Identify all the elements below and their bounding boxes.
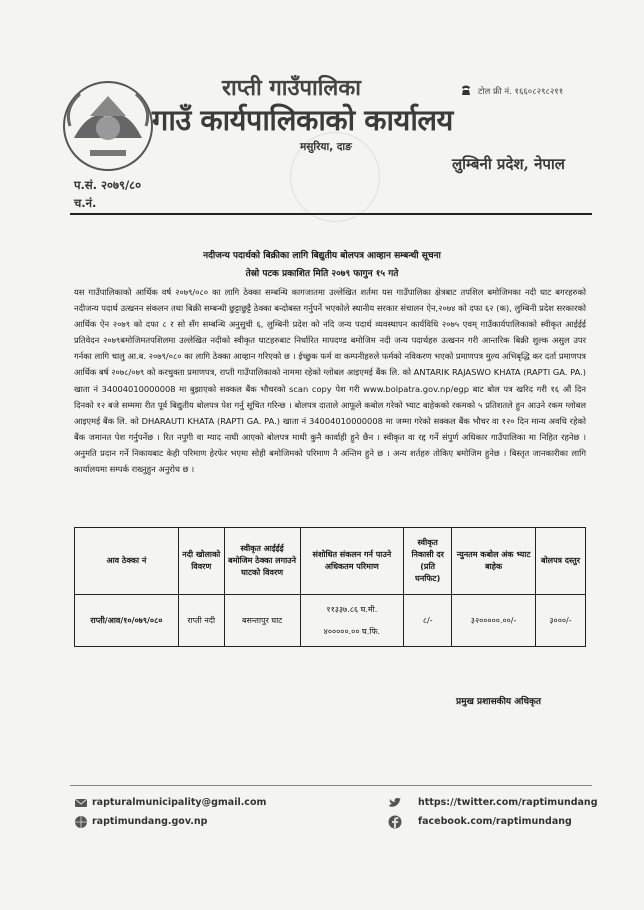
notice-subject: नदीजन्य पदार्थको बिक्रीका लागि बिद्युतीय बोलपत्र आव्हान सम्बन्धी सूचना bbox=[203, 251, 441, 261]
facebook-icon bbox=[388, 815, 402, 829]
facebook-link[interactable]: facebook.com/raptimundang bbox=[418, 816, 572, 827]
table-header-row bbox=[75, 528, 586, 595]
quantity-cubic-meter: ११३३७.८६ घ.मी. bbox=[326, 604, 378, 614]
office-address: मसुरिया, दाङ bbox=[300, 141, 352, 153]
reference-number: प.सं. २०७९/८० bbox=[74, 178, 142, 192]
table-cell: ३०००/- bbox=[536, 595, 586, 647]
column-header: नदी खोलाको विवरण bbox=[178, 528, 224, 595]
office-name: गाउँ कार्यपालिकाको कार्यालय bbox=[152, 103, 453, 137]
table-cell bbox=[300, 595, 404, 647]
chalan-number: च.नं. bbox=[74, 196, 97, 210]
email-link[interactable]: rapturalmunicipality@gmail.com bbox=[92, 797, 267, 808]
website-link[interactable]: raptimundang.gov.np bbox=[92, 816, 208, 827]
column-header: न्युनतम कबोल अंक भ्याट बाहेक bbox=[452, 528, 536, 595]
notice-published-date: तेस्रो पटक प्रकाशित मिति २०७९ फागुन १५ गते bbox=[245, 269, 399, 279]
toll-free-number: टोल फ्री नं. १६६०८२९८२११ bbox=[478, 87, 564, 97]
signer-title: प्रमुख प्रशासकीय अधिकृत bbox=[456, 697, 542, 707]
twitter-link[interactable]: https://twitter.com/raptimundang bbox=[418, 797, 598, 808]
table-cell: बसन्तापुर घाट bbox=[224, 595, 300, 647]
column-header: संशोधित संकलन गर्न पाउने अधिकतम परिमाण bbox=[300, 528, 404, 595]
notice-body: यस गाउँपालिकाको आर्थिक वर्ष २०७९/०८० का लागि ठेक्का सम्बन्धि कागजातमा उल्लेखित शर्तमा यस गाउँपालिका क्षेत्रबाट तपशिल बमोजिमका नदी घाट बगरहरुको नदीजन्य पदार्थ उत्खनन संकलन तथा बिक्री सम्बन्धी छुट्टाछुट्टै ठेक्का बन्दोबस्त गर्नुपर्ने भएकोले स्थानीय सरकार संचालन ऐन,२०७४ को दफा ६२ (क), लुम्बिनी प्रदेश सरकारको आर्थिक ऐन २०७९ को दफा ८ र सो सँग सम्बन्धि अनुसुची ६, लुम्बिनी प्रदेश को नदि जन्य पदार्थ व्यवस्थापन कार्यविधि २०७५ एवम् गाउँकार्यपालिकाको स्वीकृत आईईई प्रतिवेदन २०७९बमोजिमतपशिलमा उल्लेखित नदीको स्वीकृत घाटहरुबाट निर्धारित मापदण्ड बमोजिम नदी जन्य पदार्थहरु उत्खनन गरी आन्तरिक बिक्री शुल्क असुल उपर गर्नका लागि चालु आ.ब. २०७९/०८० का लागि ठेक्का आव्हान गरिएको छ । ईच्छुक फर्म वा कम्पनीहरुले फर्मको नविकरण भएको प्रमाणपत्र मुल्य अभिबृद्धि कर दर्ता प्रमाणपत्र आर्थिक बर्ष २०७८/०७९ को करचुक्ता प्रमाणपत्र, राप्ती गाउँपालिकाको नाममा रहेको ग्लोबल आइएमई बैंक लि. को ANTARIK RAJASWO KHATA (RAPTI GA. PA.) खाता नं 34004010000008 मा बुझाएको सक्कल बैंक भौचरको scan copy पेश गरी www.bolpatra.gov.np/egp बाट बोल पत्र खरिद गरी १६ औं दिन दिनको १२ बजे सम्ममा रीत पूर्व बिद्युतीय बोलपत्र पेश गर्नु सूचित गरिन्छ । बोलपत्र दाताले आफूले कबोल गरेको भ्याट बाहेकको रकमको ५ प्रतिशतले हुन आउने रकम ग्लोबल आइएमई बैंक लि. को DHARAUTI KHATA (RAPTI GA. PA.) खाता नं 34004010000008 मा जम्मा गरेको सक्कल बैंक भौचर वा १२० दिन मान्य अवधि रहेको बैंक जमानत पेश गर्नुपर्नेछ । रित नपुगी वा म्याद नाघी आएको बोलपत्र माथी कुनै कार्वाही हुने छैन । स्वीकृत वा रद्द गर्ने संपुर्ण अधिकार गाउँपालिका मा निहित रहनेछ । अनुमति प्रदान गर्ने निकायबाट केही परिमाण हेरफेर भएमा सोही बमोजिमको परिमाण नै अन्तिम हुने छ । अन्य शर्तहरु तोकिए बमोजिम हुनेछ । बिस्तृत जानकारीका लागि कार्यालयमा सम्पर्क राख्नुहुन अनुरोध छ । bbox=[74, 287, 587, 475]
table-cell: ३२०००००.००/- bbox=[452, 595, 536, 647]
table-cell: ८/- bbox=[404, 595, 452, 647]
quantity-cubic-feet: ४०००००.०० घ.फि. bbox=[323, 626, 381, 636]
column-header: आव ठेक्का नं bbox=[75, 528, 179, 595]
email-icon bbox=[74, 796, 88, 810]
header-divider bbox=[70, 213, 592, 215]
municipality-name: राप्ती गाउँपालिका bbox=[222, 75, 361, 101]
table-cell: राप्ती/आव/१०/०७९/०८० bbox=[75, 595, 179, 647]
footer-divider bbox=[70, 785, 592, 786]
table-cell: राप्ती नदी bbox=[178, 595, 224, 647]
phone-icon bbox=[460, 84, 472, 96]
municipality-logo-icon bbox=[60, 78, 156, 174]
column-header: स्वीकृत आईईई बमोजिम ठेक्का लगाउने घाटको विवरण bbox=[224, 528, 300, 595]
globe-icon bbox=[74, 815, 88, 829]
twitter-icon bbox=[388, 796, 402, 810]
column-header: स्वीकृत निकासी दर (प्रति घनफिट) bbox=[404, 528, 452, 595]
column-header: बोलपत्र दस्तुर bbox=[536, 528, 586, 595]
contract-table bbox=[74, 527, 586, 647]
province-name: लुम्बिनी प्रदेश, नेपाल bbox=[452, 155, 565, 173]
table-row bbox=[75, 595, 586, 647]
